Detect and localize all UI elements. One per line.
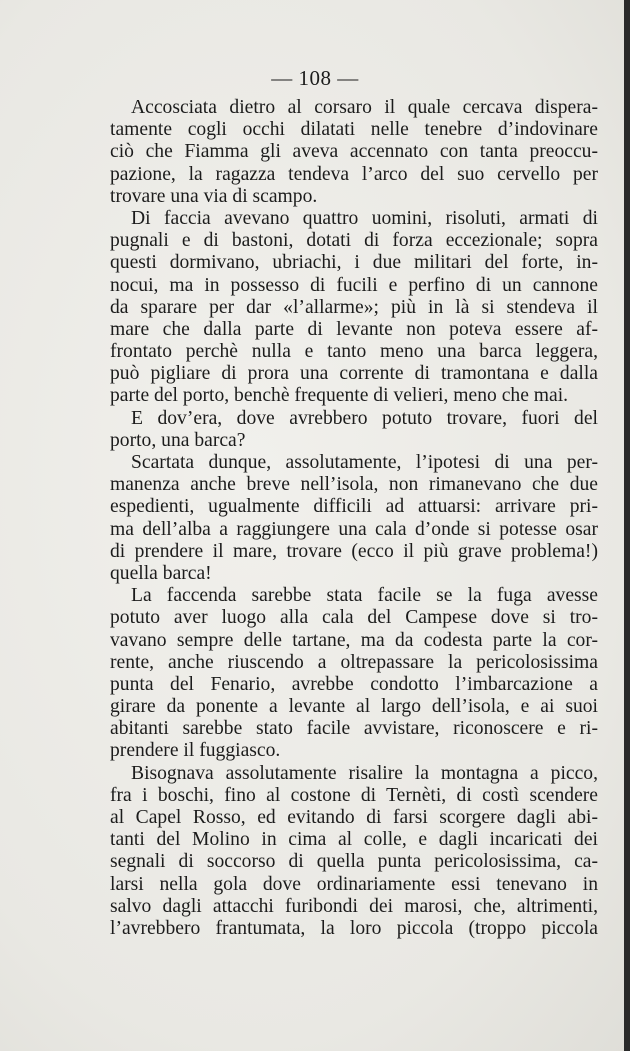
text-line: trovare una via di scampo. (110, 185, 318, 207)
text-line: La faccenda sarebbe stata facile se la fuga avesse (131, 585, 598, 607)
text-line: di prendere il mare, trovare (ecco il più grave problema!) (110, 540, 598, 562)
text-line: fra i boschi, fino al costone di Ternèti, di costì scendere (110, 784, 598, 806)
text-line: tanti del Molino in cima al colle, e dagli incaricati dei (110, 829, 598, 851)
text-line: prendere il fuggiasco. (110, 740, 281, 762)
text-line: larsi nella gola dove ordinariamente essi tenevano in (110, 873, 598, 895)
text-line: Bisognava assolutamente risalire la montagna a picco, (131, 762, 598, 784)
text-line: ma dell’alba a raggiungere una cala d’onde si potesse osar (110, 518, 598, 540)
text-line: salvo dagli attacchi furibondi dei marosi, che, altrimenti, (110, 895, 598, 917)
text-line: Di faccia avevano quattro uomini, risoluti, armati di (131, 207, 598, 229)
text-line: pazione, la ragazza tendeva l’arco del suo cervello per (110, 163, 598, 185)
page-number: — 108 — (271, 66, 359, 90)
text-line: nocui, ma in possesso di fucili e perfino di un cannone (110, 274, 598, 296)
text-line: rente, anche riuscendo a oltrepassare la pericolosissima (110, 651, 598, 673)
text-line: da sparare per dar «l’allarme»; più in là si stendeva il (110, 296, 598, 318)
text-line: porto, una barca? (110, 429, 246, 451)
text-line: manenza anche breve nell’isola, non rimanevano che due (110, 474, 598, 496)
text-line: quella barca! (110, 562, 212, 584)
text-line: potuto aver luogo alla cala del Campese dove si tro- (110, 607, 598, 629)
text-line: frontato perchè nulla e tanto meno una barca leggera, (110, 341, 598, 363)
text-line: pugnali e di bastoni, dotati di forza eccezionale; sopra (110, 230, 598, 252)
text-line: punta del Fenario, avrebbe condotto l’imbarcazione a (110, 673, 598, 695)
text-line: girare da ponente a levante al largo dell’isola, e ai suoi (110, 696, 598, 718)
text-line: questi dormivano, ubriachi, i due militari del forte, in- (110, 252, 598, 274)
text-line: vavano sempre delle tartane, ma da codesta parte la cor- (110, 629, 598, 651)
text-line: tamente cogli occhi dilatati nelle tenebre d’indovinare (110, 119, 598, 141)
text-line: segnali di soccorso di quella punta pericolosissima, ca- (110, 851, 598, 873)
text-line: espedienti, ugualmente difficili ad attuarsi: arrivare pri- (110, 496, 598, 518)
text-line: abitanti sarebbe stato facile avvistare, riconoscere e ri- (110, 718, 598, 740)
text-line: può pigliare di prora una corrente di tramontana e dalla (110, 363, 598, 385)
text-line: Accosciata dietro al corsaro il quale cercava dispera- (131, 97, 598, 118)
text-line: E dov’era, dove avrebbero potuto trovare, fuori del (131, 407, 598, 429)
text-line: ciò che Fiamma gli aveva accennato con tanta preoccu- (110, 141, 598, 163)
text-line: Scartata dunque, assolutamente, l’ipotesi di una per- (131, 452, 598, 473)
text-line: al Capel Rosso, ed evitando di farsi scorgere dagli abi- (110, 807, 598, 828)
text-line: l’avrebbero frantumata, la loro piccola (troppo piccola (110, 917, 598, 939)
text-line: mare che dalla parte di levante non poteva essere af- (110, 318, 598, 340)
page-edge-shadow (624, 0, 630, 1051)
text-line: parte del porto, benchè frequente di velieri, meno che mai. (110, 385, 569, 407)
body-text (110, 97, 598, 940)
